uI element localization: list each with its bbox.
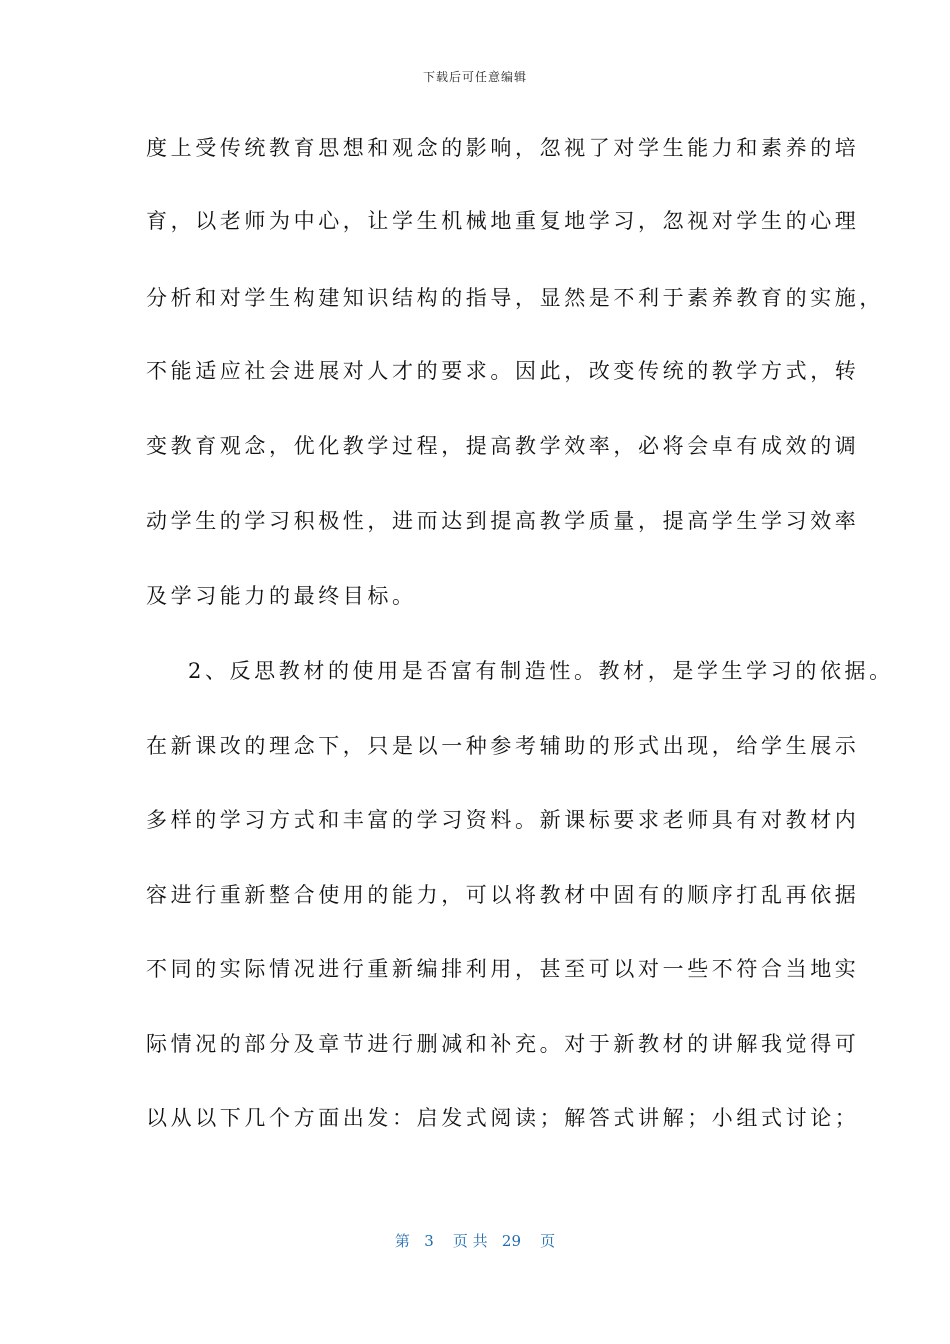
footer-total-pages: 29	[501, 1232, 522, 1250]
paragraph-line: 育，以老师为中心，让学生机械地重复地学习，忽视对学生的心理	[146, 209, 860, 233]
footer-prefix: 第	[394, 1232, 410, 1250]
paragraph-line: 不同的实际情况进行重新编排利用，甚至可以对一些不符合当地实	[146, 957, 860, 981]
footer-page-number: 3	[424, 1232, 434, 1250]
paragraph-line: 动学生的学习积极性，进而达到提高教学质量，提高学生学习效率	[146, 509, 860, 533]
page-footer	[0, 1230, 950, 1251]
paragraph-line: 度上受传统教育思想和观念的影响，忽视了对学生能力和素养的培	[146, 136, 860, 160]
footer-suffix: 页	[540, 1232, 556, 1250]
paragraph-line: 在新课改的理念下，只是以一种参考辅助的形式出现，给学生展示	[146, 734, 860, 758]
paragraph-line: 容进行重新整合使用的能力，可以将教材中固有的顺序打乱再依据	[146, 883, 860, 907]
footer-middle: 页 共	[452, 1232, 488, 1250]
paragraph-line: 分析和对学生构建知识结构的指导，显然是不利于素养教育的实施，	[146, 286, 884, 310]
paragraph-line: 变教育观念，优化教学过程，提高教学效率，必将会卓有成效的调	[146, 434, 860, 458]
paragraph-line: 2、反思教材的使用是否富有制造性。教材，是学生学习的依据。	[188, 659, 894, 683]
page-header: 下载后可任意编辑	[422, 70, 527, 84]
paragraph-line: 及学习能力的最终目标。	[146, 584, 417, 608]
paragraph-line: 多样的学习方式和丰富的学习资料。新课标要求老师具有对教材内	[146, 808, 860, 832]
paragraph-line: 际情况的部分及章节进行删减和补充。对于新教材的讲解我觉得可	[146, 1032, 860, 1056]
paragraph-line: 不能适应社会进展对人才的要求。因此，改变传统的教学方式，转	[146, 359, 860, 383]
paragraph-line: 以从以下几个方面出发：启发式阅读；解答式讲解；小组式讨论；	[146, 1106, 860, 1130]
